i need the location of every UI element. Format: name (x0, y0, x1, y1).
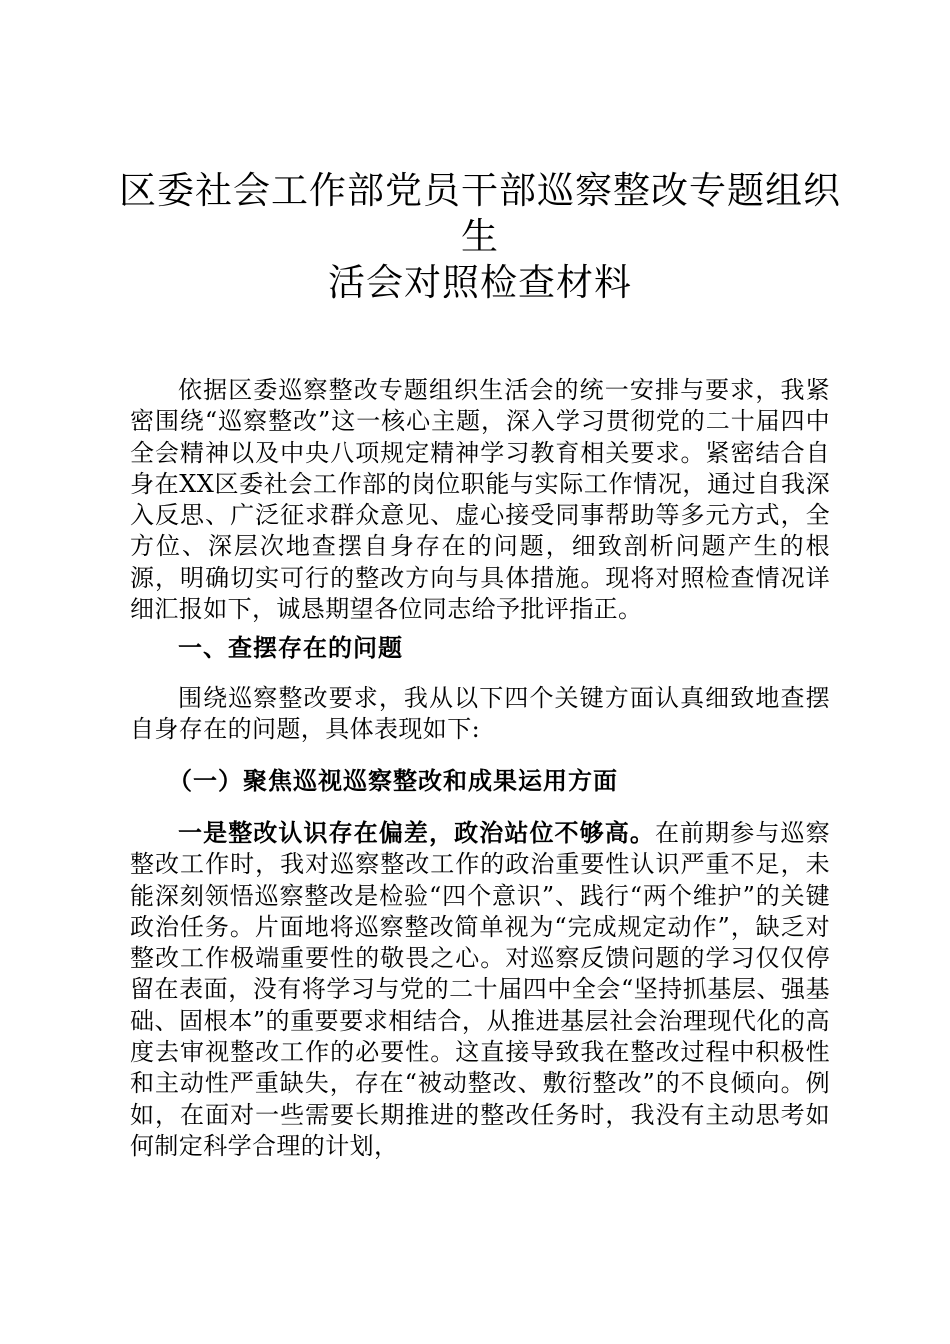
document-title (110, 168, 850, 306)
title-line-2: 活会对照检查材料 (328, 261, 632, 304)
point-1-text: 在前期参与巡察整改工作时，我对巡察整改工作的政治重要性认识严重不足，未能深刻领悟巡察整改是检验“四个意识”、践行“两个维护”的关键政治任务。片面地将巡察整改简单视为“完成规定动作”，缺乏对整改工作极端重要性的敬畏之心。对巡察反馈问题的学习仅仅停留在表面，没有将学习与党的二十届四中全会“坚持抓基层、强基础、固根本”的重要要求相结合，从推进基层社会治理现代化的高度去审视整改工作的必要性。这直接导致我在整改过程中积极性和主动性严重缺失，存在“被动整改、敷衍整改”的不良倾向。例如，在面对一些需要长期推进的整改任务时，我没有主动思考如何制定科学合理的计划， (130, 819, 830, 1160)
intro-paragraph: 依据区委巡察整改专题组织生活会的统一安排与要求，我紧密围绕“巡察整改”这一核心主题，深入学习贯彻党的二十届四中全会精神以及中央八项规定精神学习教育相关要求。紧密结合自身在XX区委社会工作部的岗位职能与实际工作情况，通过自我深入反思、广泛征求群众意见、虚心接受同事帮助等多元方式，全方位、深层次地查摆自身存在的问题，细致剖析问题产生的根源，明确切实可行的整改方向与具体措施。现将对照检查情况详细汇报如下，诚恳期望各位同志给予批评指正。 (130, 376, 830, 624)
subsection-1-heading: （一）聚焦巡视巡察整改和成果运用方面 (168, 766, 618, 795)
point-1-lead: 一是整改认识存在偏差，政治站位不够高。 (178, 818, 655, 847)
section-1-intro-paragraph: 围绕巡察整改要求，我从以下四个关键方面认真细致地查摆自身存在的问题，具体表现如下: (130, 684, 830, 744)
section-1-heading: 一、查摆存在的问题 (178, 633, 403, 662)
point-1-paragraph (130, 817, 830, 1162)
title-line-1: 区委社会工作部党员干部巡察整改专题组织生 (119, 169, 841, 258)
